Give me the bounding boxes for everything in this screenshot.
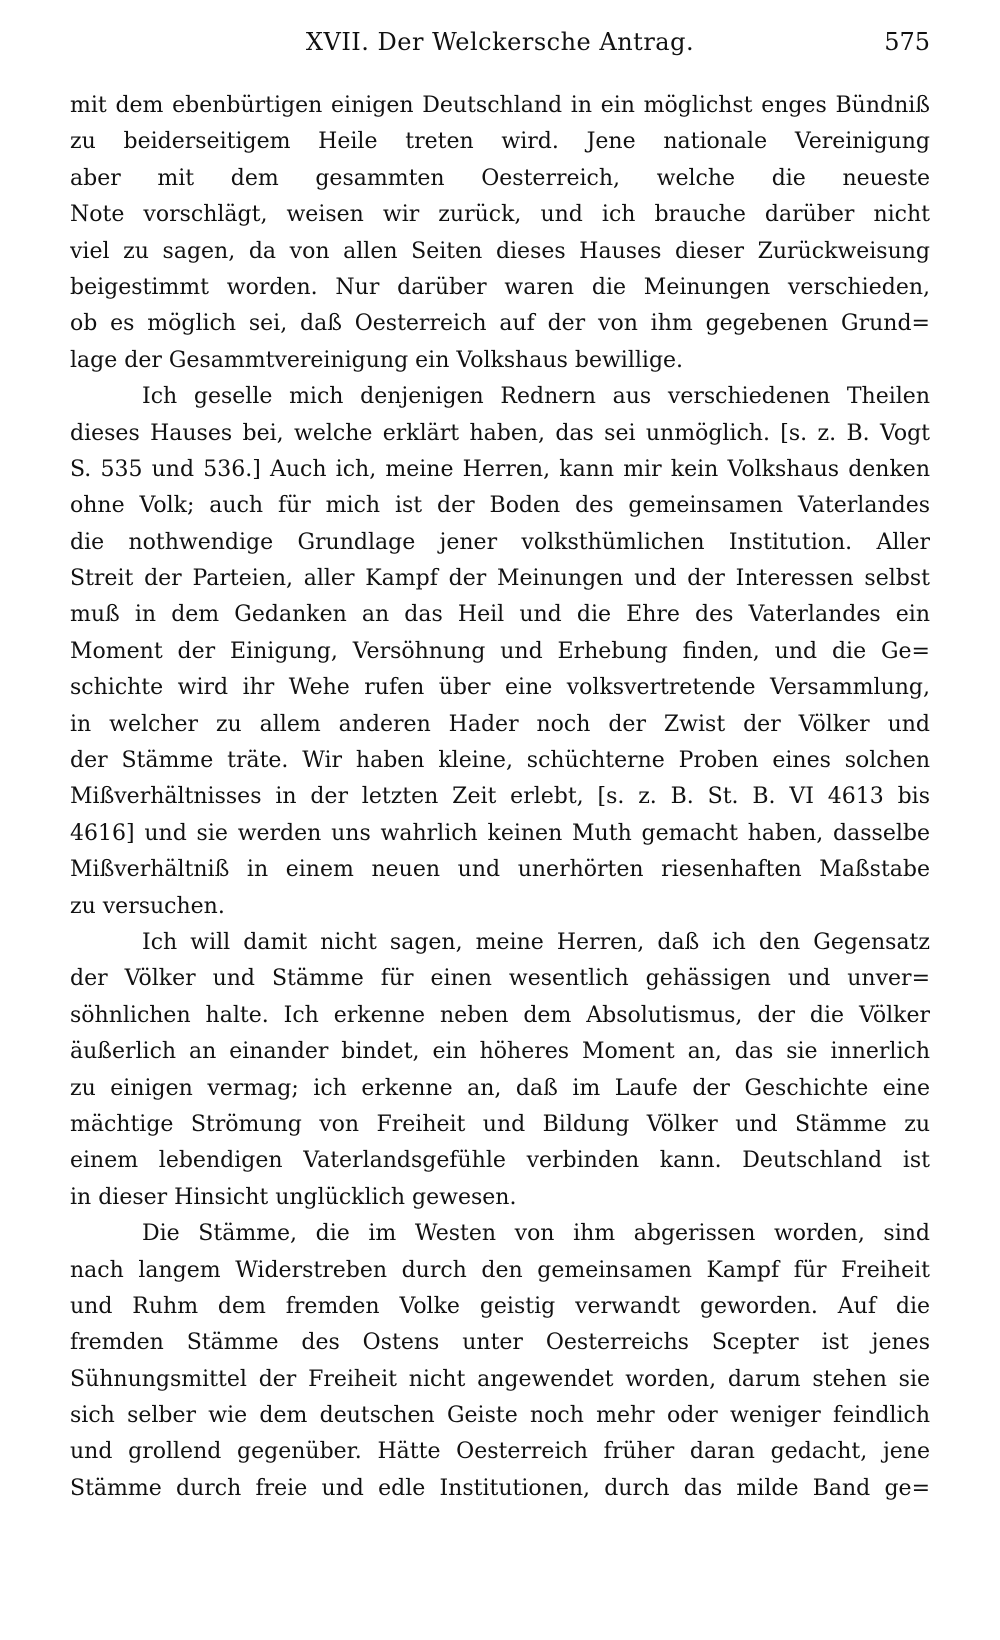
paragraph — [70, 1216, 930, 1507]
text-line: nach langem Widerstreben durch den gemeinsamen Kampf für Freiheit — [70, 1257, 930, 1283]
text-line: Mißverhältnisses in der letzten Zeit erlebt, [s. z. B. St. B. VI 4613 bis — [70, 784, 930, 810]
text-line: Streit der Parteien, aller Kampf der Meinungen und der Interessen selbst — [70, 566, 930, 592]
text-line: Mißverhältniß in einem neuen und unerhörten riesenhaften Maßstabe — [70, 857, 930, 883]
text-line: äußerlich an einander bindet, ein höheres Moment an, das sie innerlich — [70, 1039, 930, 1065]
text-line: in dieser Hinsicht unglücklich gewesen. — [70, 1184, 517, 1210]
text-line: die nothwendige Grundlage jener volksthümlichen Institution. Aller — [70, 529, 930, 555]
body-text — [70, 88, 930, 1507]
text-line: mit dem ebenbürtigen einigen Deutschland in ein möglichst enges Bündniß — [70, 93, 930, 118]
text-line: Moment der Einigung, Versöhnung und Erhebung finden, und die Ge= — [70, 638, 930, 664]
text-line: Ich will damit nicht sagen, meine Herren, daß ich den Gegensatz — [142, 929, 930, 955]
text-line: beigestimmt worden. Nur darüber waren die Meinungen verschieden, — [70, 274, 930, 300]
text-line: Note vorschlägt, weisen wir zurück, und ich brauche darüber nicht — [70, 202, 930, 228]
text-line: S. 535 und 536.] Auch ich, meine Herren, kann mir kein Volkshaus denken — [70, 456, 930, 482]
text-line: Die Stämme, die im Westen von ihm abgerissen worden, sind — [142, 1221, 930, 1247]
text-line: zu versuchen. — [70, 893, 225, 919]
text-line: in welcher zu allem anderen Hader noch der Zwist der Völker und — [70, 711, 930, 737]
text-line: söhnlichen halte. Ich erkenne neben dem Absolutismus, der die Völker — [70, 1002, 930, 1028]
text-line: fremden Stämme des Ostens unter Oesterreichs Scepter ist jenes — [70, 1330, 930, 1356]
text-line: ob es möglich sei, daß Oesterreich auf der von ihm gegebenen Grund= — [70, 311, 930, 337]
text-line: Stämme durch freie und edle Institutionen, durch das milde Band ge= — [70, 1475, 930, 1501]
paragraph — [70, 88, 930, 379]
text-line: der Stämme träte. Wir haben kleine, schüchterne Proben eines solchen — [70, 748, 930, 774]
text-line: der Völker und Stämme für einen wesentlich gehässigen und unver= — [70, 966, 930, 992]
text-line: Ich geselle mich denjenigen Rednern aus verschiedenen Theilen — [142, 384, 930, 410]
text-line: Sühnungsmittel der Freiheit nicht angewendet worden, darum stehen sie — [70, 1366, 930, 1392]
text-line: schichte wird ihr Wehe rufen über eine volksvertretende Versammlung, — [70, 675, 930, 701]
running-title: XVII. Der Welckersche Antrag. — [305, 28, 695, 56]
text-line: und grollend gegenüber. Hätte Oesterreich früher daran gedacht, jene — [70, 1439, 930, 1465]
text-line: viel zu sagen, da von allen Seiten dieses Hauses dieser Zurückweisung — [70, 238, 930, 264]
text-line: lage der Gesammtvereinigung ein Volkshaus bewillige. — [70, 347, 684, 373]
text-line: und Ruhm dem fremden Volke geistig verwandt geworden. Auf die — [70, 1293, 930, 1319]
text-line: sich selber wie dem deutschen Geiste noch mehr oder weniger feindlich — [70, 1403, 930, 1429]
text-line: zu einigen vermag; ich erkenne an, daß im Laufe der Geschichte eine — [70, 1075, 930, 1101]
paragraph — [70, 925, 930, 1216]
text-line: 4616] und sie werden uns wahrlich keinen Muth gemacht haben, dasselbe — [70, 820, 930, 846]
text-line: einem lebendigen Vaterlandsgefühle verbinden kann. Deutschland ist — [70, 1148, 930, 1174]
text-line: dieses Hauses bei, welche erklärt haben, das sei unmöglich. [s. z. B. Vogt — [70, 420, 930, 446]
text-line: muß in dem Gedanken an das Heil und die Ehre des Vaterlandes ein — [70, 602, 930, 628]
text-line: aber mit dem gesammten Oesterreich, welche die neueste — [70, 165, 930, 191]
text-line: zu beiderseitigem Heile treten wird. Jene nationale Vereinigung — [70, 129, 930, 155]
paragraph — [70, 379, 930, 925]
text-line: mächtige Strömung von Freiheit und Bildung Völker und Stämme zu — [70, 1111, 930, 1137]
text-line: ohne Volk; auch für mich ist der Boden des gemeinsamen Vaterlandes — [70, 493, 930, 519]
running-head — [70, 28, 930, 64]
page-number: 575 — [884, 28, 930, 56]
